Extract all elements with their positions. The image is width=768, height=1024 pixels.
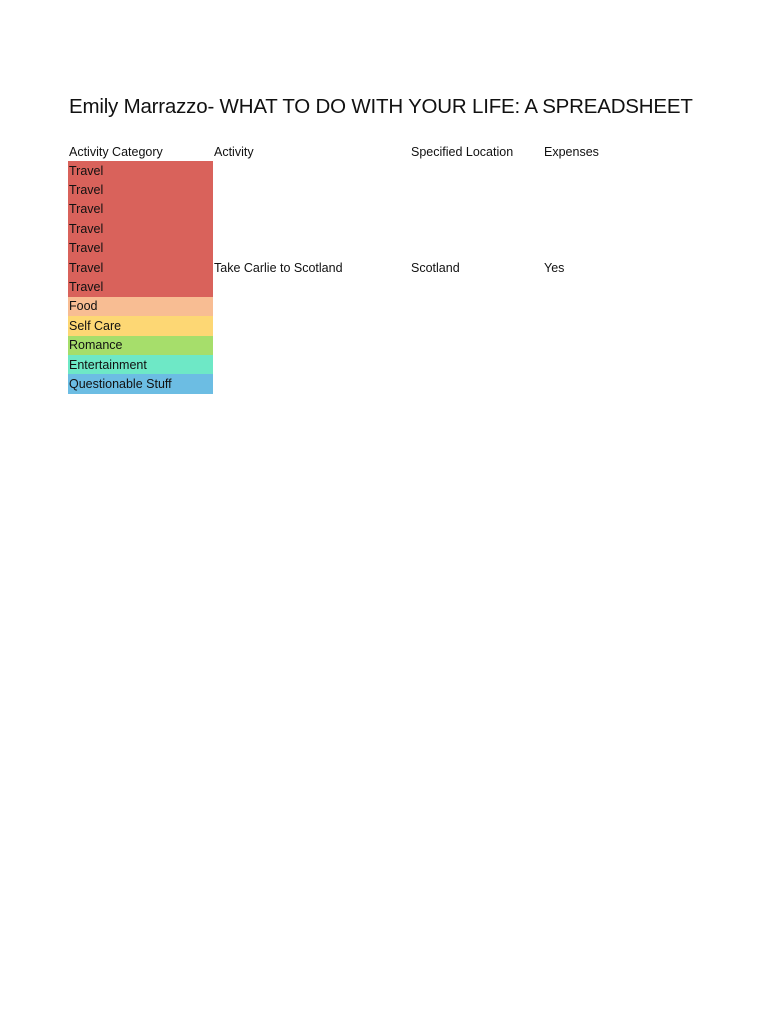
activity-cell[interactable]: [213, 219, 410, 238]
table-row: [68, 239, 623, 258]
column-header-activity-category[interactable]: Activity Category: [69, 144, 163, 159]
column-header-activity[interactable]: Activity: [214, 144, 254, 159]
location-cell[interactable]: [410, 316, 543, 335]
table-body: [68, 161, 623, 394]
location-cell[interactable]: Scotland: [411, 260, 460, 275]
activity-cell[interactable]: [213, 316, 410, 335]
location-cell[interactable]: [410, 277, 543, 296]
expenses-cell[interactable]: Yes: [544, 260, 565, 275]
activity-cell[interactable]: [213, 200, 410, 219]
table-row: [68, 277, 623, 296]
category-cell[interactable]: Travel: [68, 239, 213, 258]
table-row: [68, 336, 623, 355]
location-cell[interactable]: [410, 200, 543, 219]
table-row: [68, 219, 623, 238]
expenses-cell[interactable]: [543, 355, 623, 374]
location-cell[interactable]: [410, 180, 543, 199]
expenses-cell[interactable]: [543, 180, 623, 199]
category-cell[interactable]: Travel: [68, 180, 213, 199]
category-cell[interactable]: Travel: [68, 258, 213, 277]
column-header-specified-location[interactable]: Specified Location: [411, 144, 514, 159]
table-row: [68, 200, 623, 219]
location-cell[interactable]: [410, 239, 543, 258]
activity-cell[interactable]: [213, 374, 410, 393]
table-row: [68, 161, 623, 180]
expenses-cell[interactable]: [543, 336, 623, 355]
category-cell[interactable]: Travel: [68, 219, 213, 238]
expenses-cell[interactable]: [543, 239, 623, 258]
category-cell[interactable]: Self Care: [68, 316, 213, 335]
category-cell[interactable]: Travel: [68, 277, 213, 296]
location-cell[interactable]: [410, 161, 543, 180]
location-cell[interactable]: [410, 219, 543, 238]
table-row: [68, 297, 623, 316]
category-cell[interactable]: Travel: [68, 161, 213, 180]
column-header-expenses[interactable]: Expenses: [544, 144, 599, 159]
table-row: [68, 258, 623, 277]
activity-cell[interactable]: [213, 161, 410, 180]
activity-cell[interactable]: Take Carlie to Scotland: [214, 260, 343, 275]
table-row: [68, 355, 623, 374]
page-title: Emily Marrazzo- WHAT TO DO WITH YOUR LIFE: A SPREADSHEET: [69, 95, 693, 118]
category-cell[interactable]: Travel: [68, 200, 213, 219]
location-cell[interactable]: [410, 355, 543, 374]
table-row: [68, 180, 623, 199]
expenses-cell[interactable]: [543, 316, 623, 335]
expenses-cell[interactable]: [543, 297, 623, 316]
activity-cell[interactable]: [213, 297, 410, 316]
activity-cell[interactable]: [213, 180, 410, 199]
category-cell[interactable]: Questionable Stuff: [68, 374, 213, 393]
category-cell[interactable]: Entertainment: [68, 355, 213, 374]
location-cell[interactable]: [410, 336, 543, 355]
expenses-cell[interactable]: [543, 161, 623, 180]
expenses-cell[interactable]: [543, 219, 623, 238]
activity-cell[interactable]: [213, 336, 410, 355]
category-cell[interactable]: Food: [68, 297, 213, 316]
header-row: [68, 142, 623, 161]
table-row: [68, 316, 623, 335]
category-cell[interactable]: Romance: [68, 336, 213, 355]
expenses-cell[interactable]: [543, 200, 623, 219]
activity-cell[interactable]: [213, 277, 410, 296]
activity-cell[interactable]: [213, 355, 410, 374]
expenses-cell[interactable]: [543, 374, 623, 393]
location-cell[interactable]: [410, 297, 543, 316]
activity-cell[interactable]: [213, 239, 410, 258]
table-row: [68, 374, 623, 393]
spreadsheet-table: [68, 142, 623, 394]
location-cell[interactable]: [410, 374, 543, 393]
expenses-cell[interactable]: [543, 277, 623, 296]
